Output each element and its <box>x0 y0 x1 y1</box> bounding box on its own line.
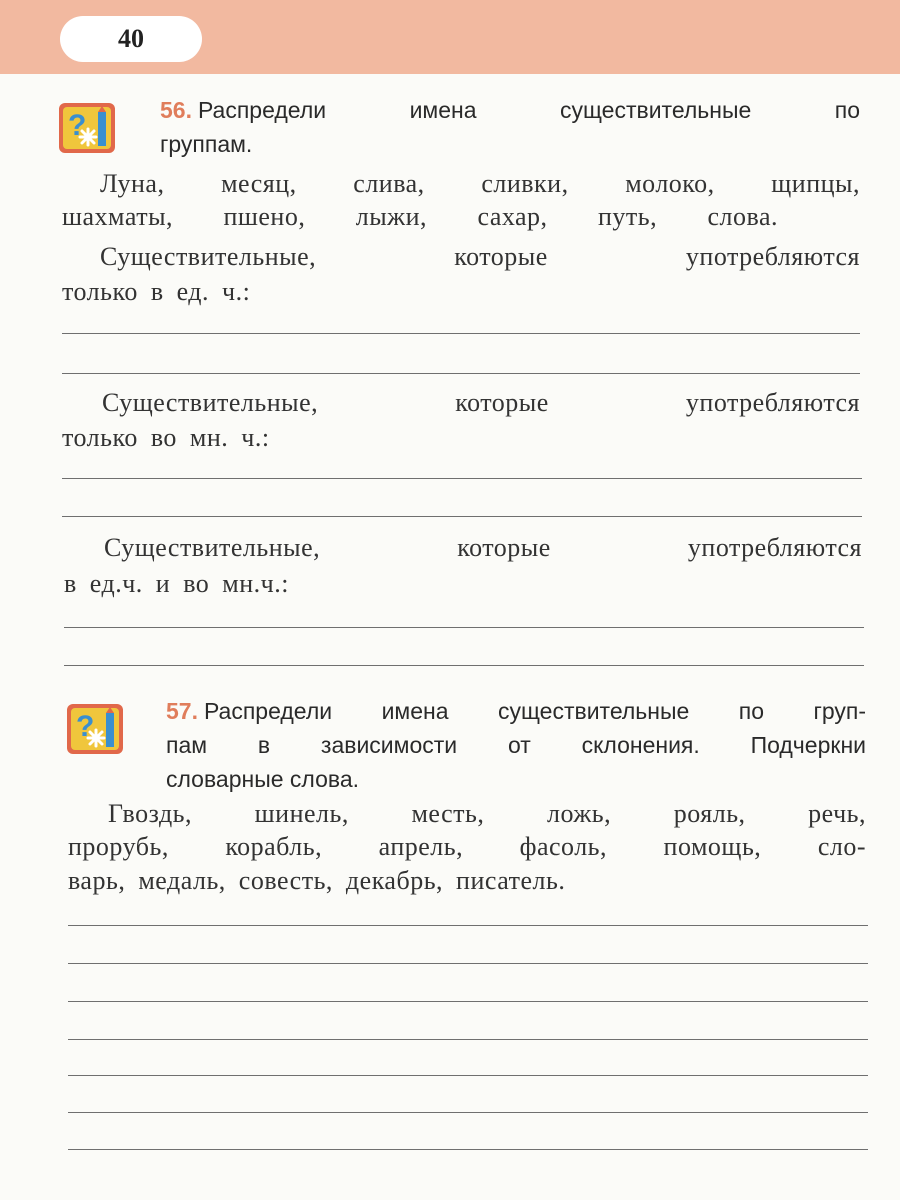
group-1-heading: Существительные, которые употребляются <box>100 242 860 271</box>
group-2-heading: Существительные, которые употребляются <box>102 388 860 417</box>
page-number: 40 <box>60 16 202 62</box>
answer-line[interactable] <box>68 925 868 926</box>
answer-line[interactable] <box>64 627 864 628</box>
answer-line[interactable] <box>62 478 862 479</box>
group-3-heading: Существительные, которые употребляются <box>104 533 862 562</box>
task-56-words-line-2: шахматы, пшено, лыжи, сахар, путь, слова. <box>62 202 778 231</box>
answer-line[interactable] <box>62 516 862 517</box>
answer-line[interactable] <box>64 665 864 666</box>
answer-line[interactable] <box>68 963 868 964</box>
task-56-number: 56. <box>160 97 192 123</box>
answer-line[interactable] <box>68 1075 868 1076</box>
answer-line[interactable] <box>62 373 860 374</box>
task-57-number: 57. <box>166 698 198 724</box>
task-56-instruction: 56. Распредели имена существительные по группам. <box>160 97 860 157</box>
answer-line[interactable] <box>68 1112 868 1113</box>
task-57-words-line-3: варь, медаль, совесть, декабрь, писатель. <box>68 866 566 895</box>
group-2-subheading: только во мн. ч.: <box>62 423 270 452</box>
answer-line[interactable] <box>68 1149 868 1150</box>
answer-line[interactable] <box>68 1039 868 1040</box>
svg-text:?: ? <box>76 710 95 743</box>
answer-line[interactable] <box>68 1001 868 1002</box>
task-56-words-line-1: Луна, месяц, слива, сливки, молоко, щипцы, <box>100 169 860 198</box>
svg-text:?: ? <box>68 109 87 142</box>
question-star-icon <box>58 102 116 154</box>
answer-line[interactable] <box>62 333 860 334</box>
task-57-words-line-2: прорубь, корабль, апрель, фасоль, помощь, сло- <box>68 832 866 861</box>
question-star-icon <box>66 703 124 755</box>
task-57-instruction: 57. Распредели имена существительные по груп- пам в зависимости от склонения. Подчеркни словарные слова. <box>166 698 866 792</box>
group-1-subheading: только в ед. ч.: <box>62 277 251 306</box>
group-3-subheading: в ед.ч. и во мн.ч.: <box>64 569 289 598</box>
task-57-words-line-1: Гвоздь, шинель, месть, ложь, рояль, речь, <box>108 799 866 828</box>
